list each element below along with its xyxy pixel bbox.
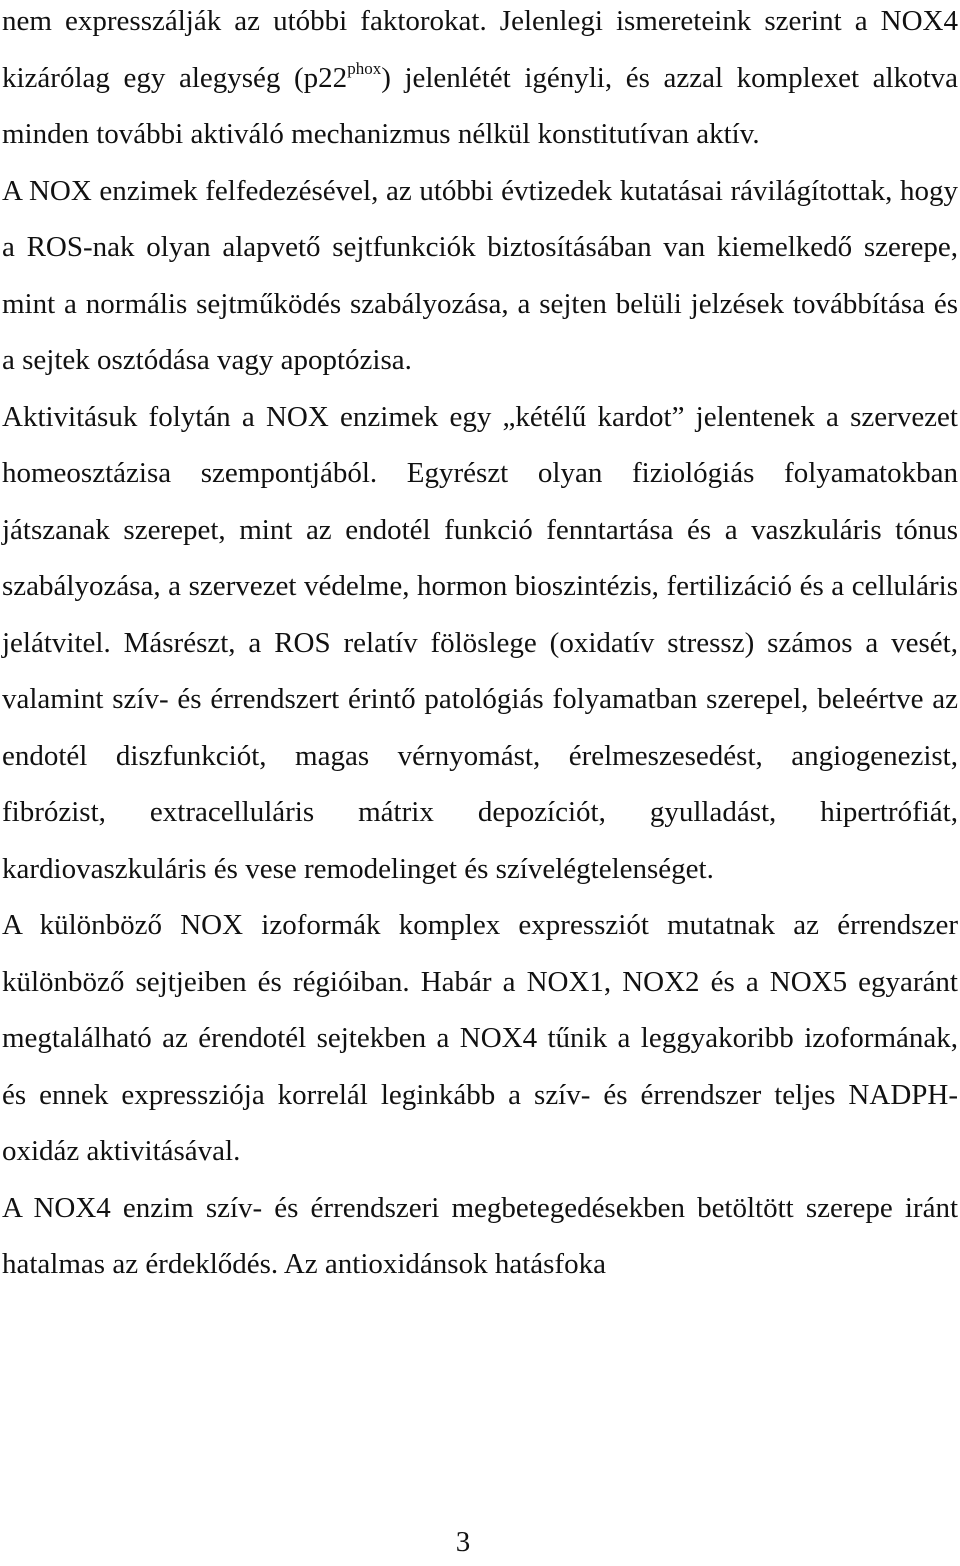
page-number: 3 — [455, 1526, 471, 1558]
paragraph-1-text-before: nem expresszálják az utóbbi faktorokat. Jelenlegi ismereteink szerint a NOX4 kizárólag egy alegység (p22 — [2, 5, 958, 94]
paragraph-5: A NOX4 enzim szív- és érrendszeri megbetegedésekben betöltött szerepe iránt hatalmas az érdeklődés. Az antioxidánsok hatásfoka — [2, 1191, 958, 1280]
body-text — [2, 0, 958, 1293]
paragraph-1-text-after: ) jelenlétét igényli, és azzal komplexet alkotva minden további aktiváló mechanizmus nélkül konstitutívan aktív. — [2, 61, 958, 150]
superscript-phox: phox — [347, 58, 382, 78]
paragraph-1 — [2, 0, 958, 163]
paragraph-3: Aktivitásuk folytán a NOX enzimek egy „kétélű kardot” jelentenek a szervezet homeosztázisa szempontjából. Egyrészt olyan fiziológiás folyamatokban játszanak szerepet, mint az endotél funkció fenntartása és a vaszkuláris tónus szabályozása, a szervezet védelme, hormon bioszintézis, fertilizáció és a celluláris jelátvitel. Másrészt, a ROS relatív fölöslege (oxidatív stressz) számos a vesét, valamint szív- és érrendszert érintő patológiás folyamatban szerepel, beleértve az endotél diszfunkciót, magas vérnyomást, érelmeszesedést, angiogenezist, fibrózist, extracelluláris mátrix depozíciót, gyulladást, hipertrófiát, kardiovaszkuláris és vese remodelinget és szívelégtelenséget. — [2, 400, 958, 885]
paragraph-2: A NOX enzimek felfedezésével, az utóbbi évtizedek kutatásai rávilágítottak, hogy a ROS-nak olyan alapvető sejtfunkciók biztosításában van kiemelkedő szerepe, mint a normális sejtműködés szabályozása, a sejten belüli jelzések továbbítása és a sejtek osztódása vagy apoptózisa. — [2, 174, 958, 376]
paragraph-4: A különböző NOX izoformák komplex expressziót mutatnak az érrendszer különböző sejtjeiben és régióiban. Habár a NOX1, NOX2 és a NOX5 egyaránt megtalálható az érendotél sejtekben a NOX4 tűnik a leggyakoribb izoformának, és ennek expressziója korrelál leginkább a szív- és érrendszer teljes NADPH-oxidáz aktivitásával. — [2, 909, 958, 1167]
